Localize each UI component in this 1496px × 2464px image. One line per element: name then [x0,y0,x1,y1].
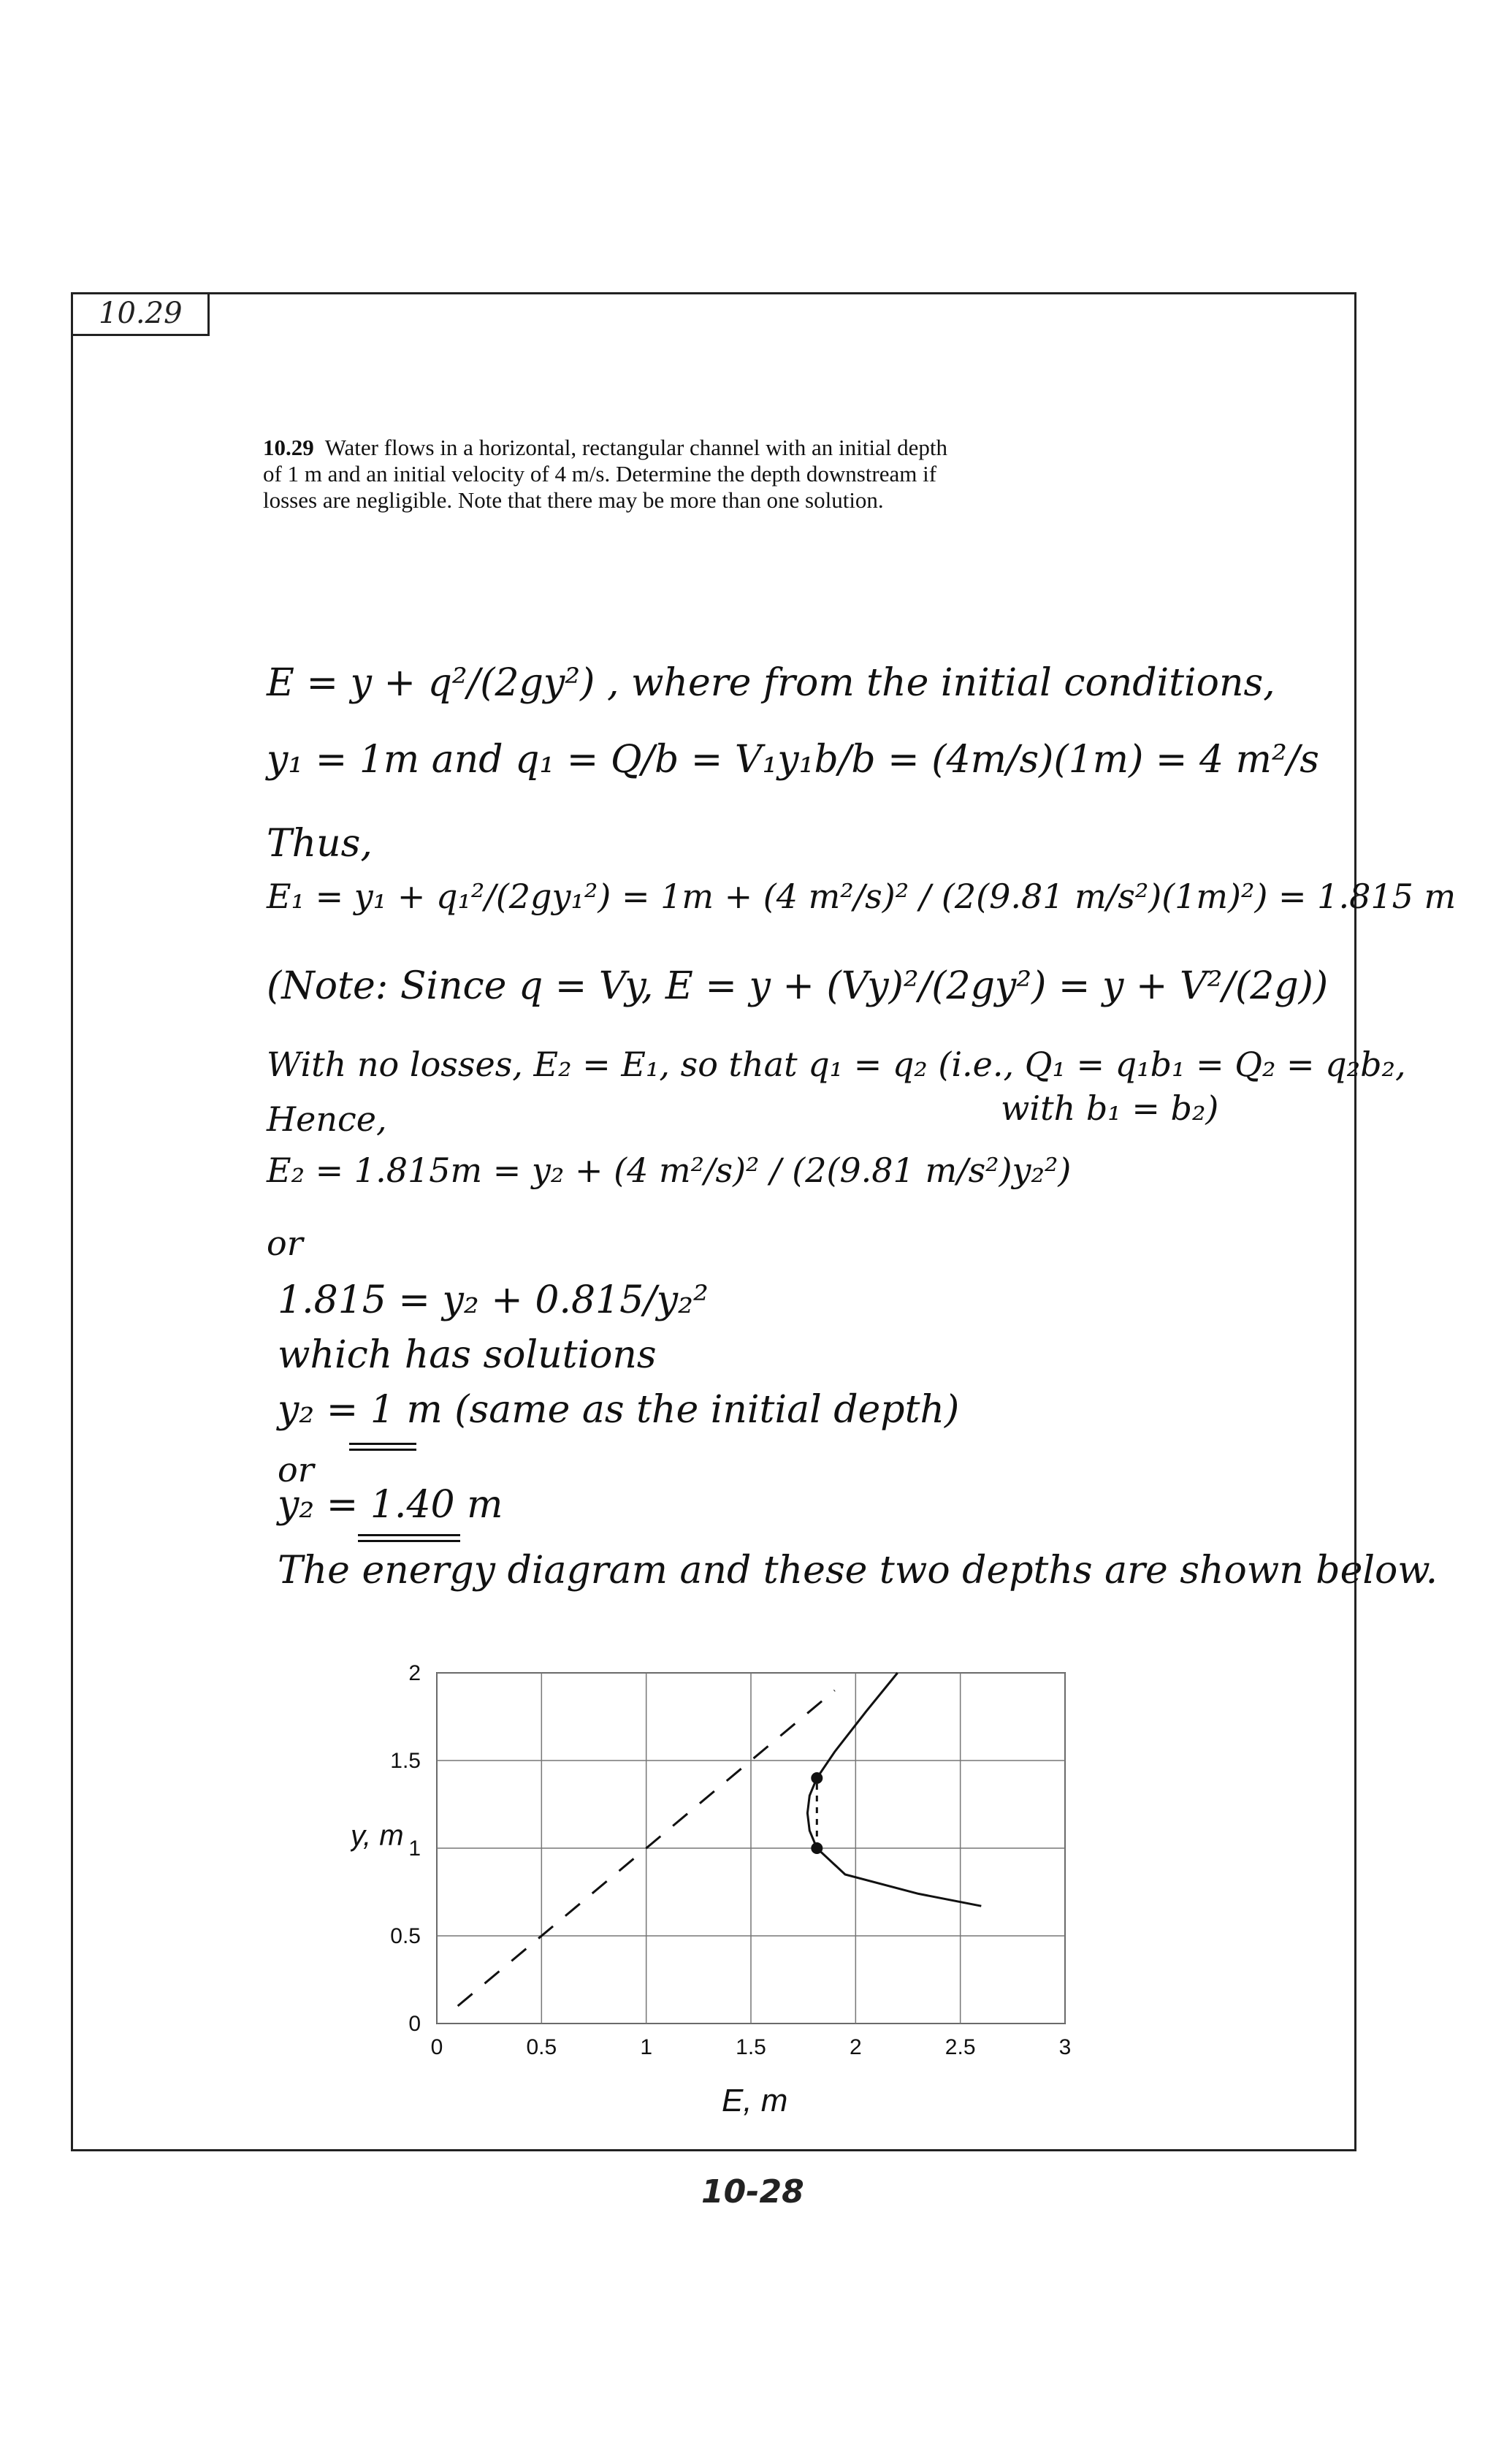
answer-underline-1 [349,1443,416,1445]
solution-line-5: (Note: Since q = Vy, E = y + (Vy)²/(2gy²) = y + V²/(2g)) [267,964,1329,1008]
solution-line-15: The energy diagram and these two depths are shown below. [278,1549,1438,1593]
solution-line-9: or [267,1224,303,1263]
solution-line-3: Thus, [267,822,373,866]
y-tick-label: 0.5 [390,1924,421,1948]
problem-number: 10.29 [263,435,314,460]
series-line-1 [807,1673,981,1906]
chart-grid [437,1673,1065,2024]
solution-line-11: which has solutions [278,1333,657,1377]
solution-line-6: With no losses, E₂ = E₁, so that q₁ = q₂ (i.e., Q₁ = q₁b₁ = Q₂ = q₂b₂, [267,1045,1406,1084]
problem-tag: 10.29 [99,297,183,330]
x-tick-label: 1 [640,2035,653,2059]
chart-series [458,1673,982,2006]
y-tick-label: 1.5 [390,1749,421,1773]
y-axis-label: y, m [351,1820,404,1852]
page-number: 10-28 [701,2173,804,2211]
x-tick-label: 2.5 [944,2035,976,2059]
answer-underline-1b [349,1449,416,1451]
depth-marker [811,1842,823,1854]
solution-line-8: E₂ = 1.815m = y₂ + (4 m²/s)² / (2(9.81 m/s²)y₂²) [267,1151,1072,1190]
chart-ticks [390,1662,1071,2059]
x-tick-label: 0 [430,2035,443,2059]
y-tick-label: 2 [408,1662,421,1685]
problem-tag-box [71,292,210,336]
answer-underline-2b [358,1540,460,1542]
problem-statement [263,435,964,514]
problem-text: Water flows in a horizontal, rectangular channel with an initial depth of 1 m and an initial velocity of 4 m/s. Determine the depth downstream if losses are negligible. Note that there may be more than one solution. [263,435,947,513]
solution-line-2: y₁ = 1m and q₁ = Q/b = V₁y₁b/b = (4m/s)(1m) = 4 m²/s [267,738,1319,782]
y-tick-label: 0 [408,2012,421,2036]
solution-line-4: E₁ = y₁ + q₁²/(2gy₁²) = 1m + (4 m²/s)² / (2(9.81 m/s²)(1m)²) = 1.815 m [267,877,1457,916]
depth-marker [811,1772,823,1784]
energy-diagram-chart [351,1662,1140,2144]
solution-line-14: y₂ = 1.40 m [278,1483,503,1527]
x-tick-label: 1.5 [736,2035,766,2059]
solution-line-6b: with b₁ = b₂) [1001,1088,1219,1128]
solution-line-10: 1.815 = y₂ + 0.815/y₂² [278,1278,709,1322]
x-tick-label: 3 [1058,2035,1072,2059]
solution-line-12: y₂ = 1 m (same as the initial depth) [278,1388,960,1432]
x-tick-label: 0.5 [526,2035,557,2059]
x-tick-label: 2 [849,2035,862,2059]
x-axis-label: E, m [722,2083,788,2118]
y-tick-label: 1 [408,1836,421,1861]
answer-underline-2 [358,1534,460,1536]
solution-line-7: Hence, [267,1099,387,1139]
solution-line-1: E = y + q²/(2gy²) , where from the initial conditions, [267,661,1275,705]
solution-line-13: or [278,1450,314,1490]
